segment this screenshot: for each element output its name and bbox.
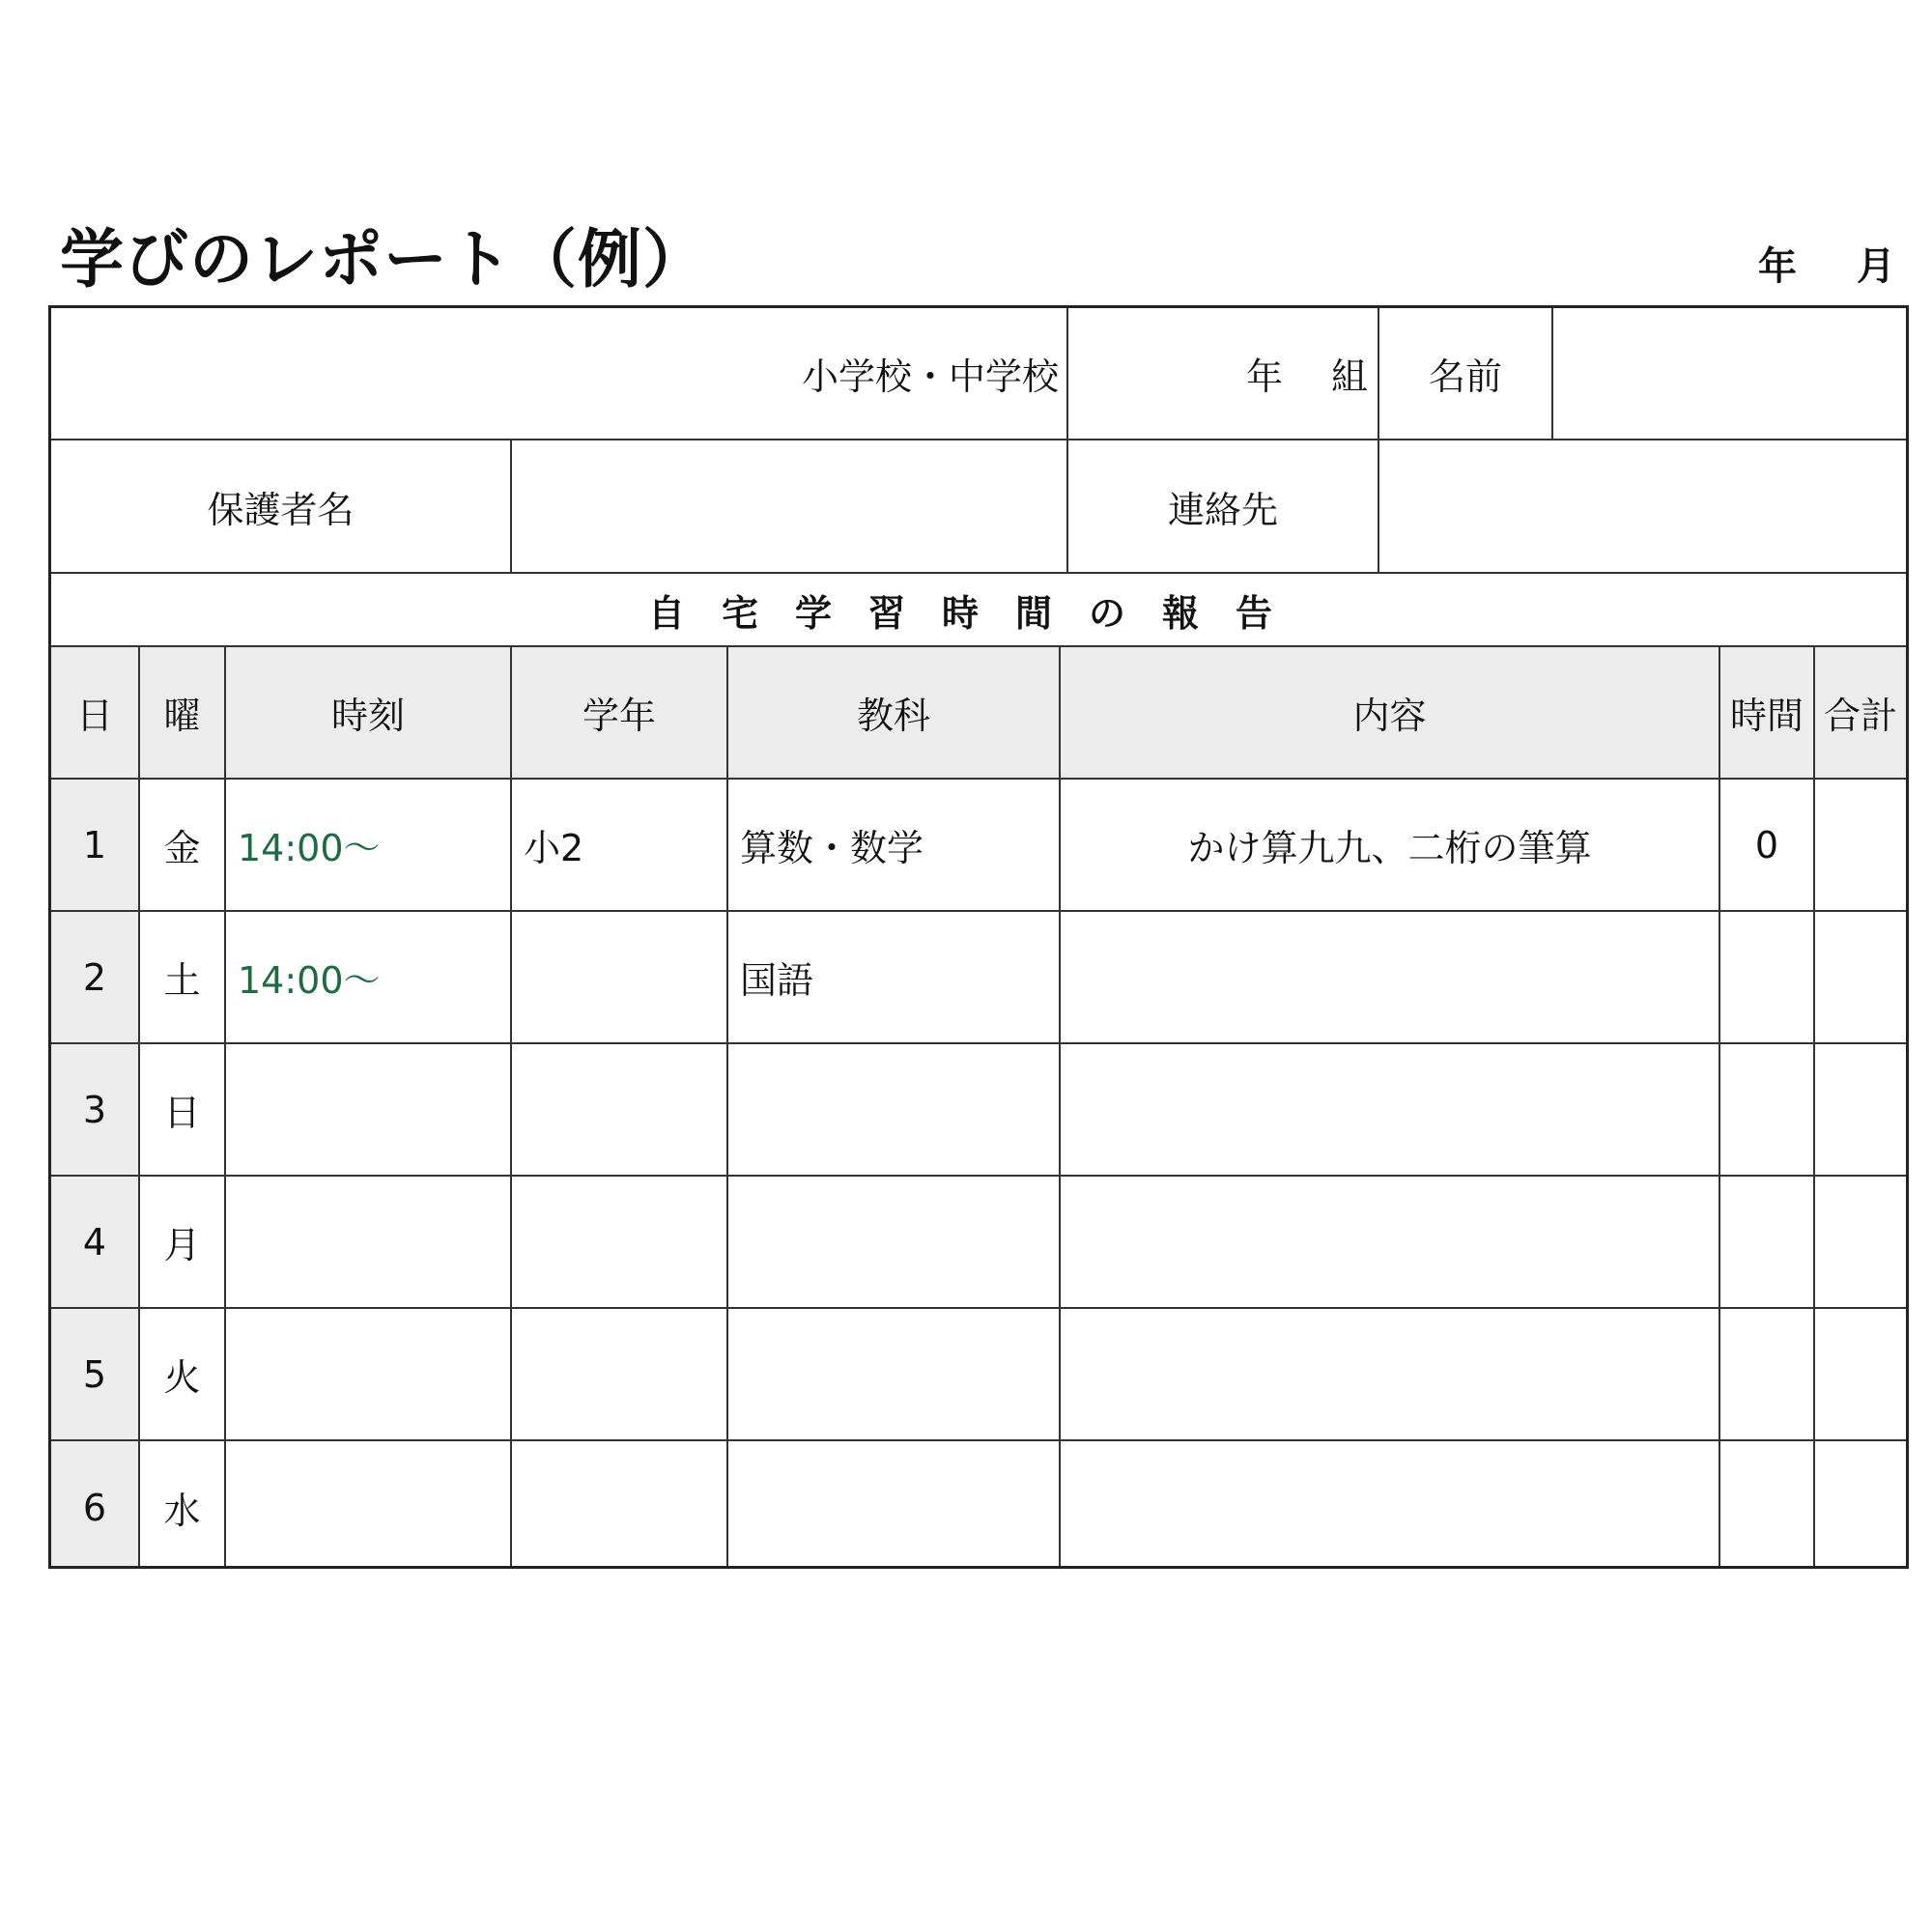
row-5-subject-cell[interactable] [728, 1309, 1061, 1441]
school-label: 小学校・中学校 [801, 355, 1059, 398]
row-4-hours-cell[interactable] [1720, 1177, 1815, 1309]
row-6-grade-cell[interactable] [512, 1441, 728, 1566]
school-field[interactable] [51, 308, 1068, 440]
row-5-weekday-cell: 火 [140, 1309, 226, 1441]
row-2-grade-cell[interactable] [512, 912, 728, 1044]
row-5-grade-cell[interactable] [512, 1309, 728, 1441]
year-label: 年 [1246, 355, 1284, 398]
row-2-time-cell[interactable]: 14:00〜 [226, 912, 512, 1044]
guardian-label: 保護者名 [207, 488, 355, 531]
guardian-input-cell[interactable] [512, 440, 1068, 574]
row-6-day-cell: 6 [51, 1441, 140, 1566]
contact-label-cell [1068, 440, 1379, 574]
class-label: 組 [1331, 355, 1369, 398]
row-5-day-cell: 5 [51, 1309, 140, 1441]
row-6-content-cell[interactable] [1061, 1441, 1720, 1566]
header-hours: 時間 [1720, 647, 1815, 780]
row-4-content-cell[interactable] [1061, 1177, 1720, 1309]
row-6-time-cell[interactable] [226, 1441, 512, 1566]
row-1-subject-cell[interactable]: 算数・数学 [728, 780, 1061, 912]
row-1-total-cell[interactable] [1815, 780, 1906, 912]
contact-label: 連絡先 [1167, 488, 1278, 531]
row-3-content-cell[interactable] [1061, 1044, 1720, 1177]
report-sheet [48, 305, 1909, 1569]
section-title: 自宅学習時間の報告 [51, 574, 1906, 647]
page-title: 学びのレポート（例） [60, 222, 707, 297]
date-month-label: 月 [1857, 244, 1895, 289]
guardian-label-cell [51, 440, 512, 574]
row-2-content-cell[interactable] [1061, 912, 1720, 1044]
row-3-time-cell[interactable] [226, 1044, 512, 1177]
row-2-subject-cell[interactable]: 国語 [728, 912, 1061, 1044]
row-4-grade-cell[interactable] [512, 1177, 728, 1309]
row-4-time-cell[interactable] [226, 1177, 512, 1309]
header-total: 合計 [1815, 647, 1906, 780]
row-3-subject-cell[interactable] [728, 1044, 1061, 1177]
header-content: 内容 [1061, 647, 1720, 780]
row-6-hours-cell[interactable] [1720, 1441, 1815, 1566]
name-label: 名前 [1428, 355, 1502, 398]
row-1-grade-cell[interactable]: 小2 [512, 780, 728, 912]
header-grade: 学年 [512, 647, 728, 780]
row-6-weekday-cell: 水 [140, 1441, 226, 1566]
row-3-hours-cell[interactable] [1720, 1044, 1815, 1177]
row-1-day-cell: 1 [51, 780, 140, 912]
row-4-total-cell[interactable] [1815, 1177, 1906, 1309]
row-5-total-cell[interactable] [1815, 1309, 1906, 1441]
row-5-hours-cell[interactable] [1720, 1309, 1815, 1441]
row-4-subject-cell[interactable] [728, 1177, 1061, 1309]
row-3-day-cell: 3 [51, 1044, 140, 1177]
row-1-hours-cell[interactable]: 0 [1720, 780, 1815, 912]
row-6-subject-cell[interactable] [728, 1441, 1061, 1566]
row-3-total-cell[interactable] [1815, 1044, 1906, 1177]
name-label-cell [1379, 308, 1553, 440]
header-subject: 教科 [728, 647, 1061, 780]
date-year-label: 年 [1758, 244, 1797, 289]
row-3-grade-cell[interactable] [512, 1044, 728, 1177]
row-5-time-cell[interactable] [226, 1309, 512, 1441]
header-weekday: 曜 [140, 647, 226, 780]
study-log-table [51, 647, 1906, 1566]
contact-input-cell[interactable] [1379, 440, 1906, 574]
row-4-day-cell: 4 [51, 1177, 140, 1309]
name-input-cell[interactable] [1553, 308, 1906, 440]
row-6-total-cell[interactable] [1815, 1441, 1906, 1566]
row-3-weekday-cell: 日 [140, 1044, 226, 1177]
row-2-weekday-cell: 土 [140, 912, 226, 1044]
row-1-time-cell[interactable]: 14:00〜 [226, 780, 512, 912]
row-2-hours-cell[interactable] [1720, 912, 1815, 1044]
header-day: 日 [51, 647, 140, 780]
header-time: 時刻 [226, 647, 512, 780]
row-5-content-cell[interactable] [1061, 1309, 1720, 1441]
row-1-weekday-cell: 金 [140, 780, 226, 912]
row-1-content-cell[interactable]: かけ算九九、二桁の筆算 [1061, 780, 1720, 912]
year-class-field[interactable] [1068, 308, 1379, 440]
row-4-weekday-cell: 月 [140, 1177, 226, 1309]
row-2-total-cell[interactable] [1815, 912, 1906, 1044]
row-2-day-cell: 2 [51, 912, 140, 1044]
